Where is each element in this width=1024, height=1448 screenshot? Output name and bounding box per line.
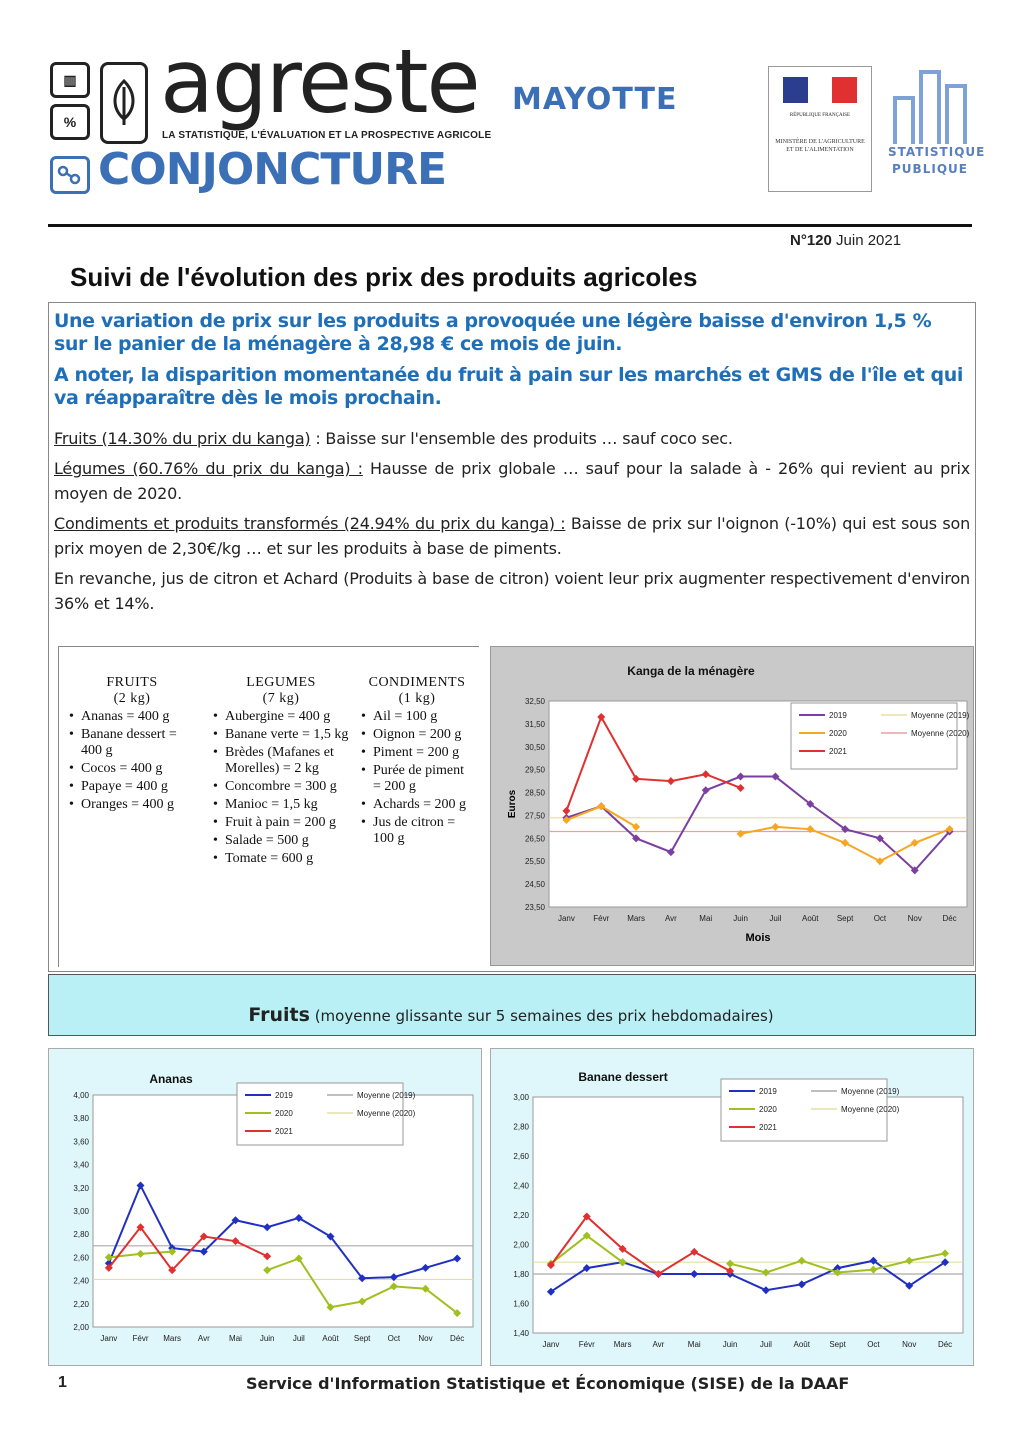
x-tick-label: Mars bbox=[613, 1340, 632, 1349]
ministry-logo bbox=[768, 66, 872, 192]
body-text: Fruits (14.30% du prix du kanga) : Baisse sur l'ensemble des produits … sauf coco sec. Légumes (60.76% du prix du kanga) : Hausse de prix globale … sauf pour la salade à - 26% qui revient au prix moyen de 2020. Condiments et produits transformés (24.94% du prix du kanga) : Baisse de prix sur l'oignon (-10%) qui est sous son prix moyen de 2,30€/kg … et sur les produits à base de piments. En revanche, jus de citron et Achard (Produits à base de citron) voient leur prix augmenter respectivement d'environ 36% et 14%. bbox=[54, 429, 971, 613]
banane-chart bbox=[491, 1049, 973, 1365]
legend-label: Moyenne (2020) bbox=[911, 729, 970, 738]
y-tick-label: 1,60 bbox=[513, 1299, 529, 1309]
legend-label: 2019 bbox=[275, 1091, 293, 1100]
bar-chart-icon: ▥ bbox=[50, 62, 90, 98]
french-flag-icon bbox=[783, 77, 857, 103]
y-tick-label: 3,00 bbox=[73, 1207, 89, 1216]
y-tick-label: 26,50 bbox=[524, 834, 545, 844]
y-tick-label: 4,00 bbox=[73, 1091, 89, 1100]
y-tick-label: 24,50 bbox=[524, 880, 545, 890]
x-tick-label: Janv bbox=[542, 1340, 560, 1349]
network-icon bbox=[50, 156, 90, 194]
y-tick-label: 2,00 bbox=[513, 1240, 529, 1250]
legend-label: 2020 bbox=[275, 1109, 293, 1118]
legend-label: 2021 bbox=[829, 747, 847, 756]
kanga-chart-panel bbox=[490, 646, 974, 966]
y-tick-label: 25,50 bbox=[524, 857, 545, 867]
x-tick-label: Sept bbox=[829, 1340, 846, 1349]
kanga-composition bbox=[58, 646, 479, 967]
x-tick-label: Nov bbox=[902, 1340, 917, 1349]
page-number: 1 bbox=[58, 1374, 67, 1391]
chart-title: Kanga de la ménagère bbox=[627, 664, 755, 678]
x-tick-label: Oct bbox=[873, 914, 887, 923]
kanga-item: • Ail = 100 g bbox=[373, 709, 475, 725]
y-tick-label: 2,60 bbox=[513, 1152, 529, 1161]
x-tick-label: Juin bbox=[722, 1340, 738, 1349]
kanga-condiments: CONDIMENTS (1 kg) • Ail = 100 g • Oignon = 200 g • Piment = 200 g • Purée de piment = 200 g • Achards = 200 g • Jus de citron = 100 g bbox=[359, 675, 475, 849]
x-tick-label: Mars bbox=[627, 914, 645, 923]
kanga-item: • Purée de piment = 200 g bbox=[373, 763, 475, 795]
legend-label: Moyenne (2020) bbox=[357, 1109, 416, 1118]
x-tick-label: Nov bbox=[907, 914, 922, 923]
buildings-icon bbox=[888, 66, 972, 144]
y-tick-label: 30,50 bbox=[524, 742, 545, 752]
legend-label: 2020 bbox=[829, 729, 847, 738]
kanga-item: • Tomate = 600 g bbox=[225, 851, 351, 867]
legend-label: 2019 bbox=[829, 711, 847, 720]
x-tick-label: Févr bbox=[132, 1334, 149, 1343]
legend-label: Moyenne (2020) bbox=[841, 1105, 900, 1114]
footer-text: Service d'Information Statistique et Économique (SISE) de la DAAF bbox=[246, 1374, 850, 1393]
x-tick-label: Sept bbox=[353, 1334, 371, 1343]
percent-icon: % bbox=[50, 104, 90, 140]
kanga-item: • Achards = 200 g bbox=[373, 797, 475, 813]
x-tick-label: Déc bbox=[942, 914, 957, 923]
chart-title: Ananas bbox=[149, 1072, 193, 1086]
legend-label: 2021 bbox=[275, 1127, 293, 1136]
y-tick-label: 27,50 bbox=[524, 811, 545, 821]
fruits-section-title: Fruits (moyenne glissante sur 5 semaines des prix hebdomadaires) bbox=[248, 1004, 774, 1026]
x-tick-label: Juil bbox=[769, 914, 782, 923]
y-tick-label: 2,80 bbox=[73, 1230, 89, 1240]
x-tick-label: Oct bbox=[387, 1334, 401, 1343]
kanga-item: • Fruit à pain = 200 g bbox=[225, 815, 351, 831]
kanga-item: • Salade = 500 g bbox=[225, 833, 351, 849]
x-tick-label: Mars bbox=[163, 1334, 182, 1343]
kanga-chart bbox=[491, 647, 973, 965]
y-tick-label: 2,20 bbox=[73, 1299, 89, 1309]
x-tick-label: Sept bbox=[836, 914, 854, 923]
x-tick-label: Mai bbox=[687, 1340, 701, 1349]
y-tick-label: 32,50 bbox=[524, 697, 545, 706]
y-tick-label: 2,40 bbox=[513, 1181, 529, 1191]
y-tick-label: 3,40 bbox=[73, 1160, 89, 1170]
x-tick-label: Juin bbox=[259, 1334, 275, 1343]
x-tick-label: Févr bbox=[578, 1340, 595, 1349]
y-tick-label: 1,80 bbox=[513, 1270, 529, 1279]
lead-text: Une variation de prix sur les produits a provoquée une légère baisse d'environ 1,5 % sur le panier de la ménagère à 28,98 € ce mois de juin. A noter, la disparition momentanée du fruit à pain sur les marchés et GMS de l'île et qui va réapparaître dès le mois prochain. bbox=[54, 310, 963, 409]
republic-text: RÉPUBLIQUE FRANÇAISE bbox=[789, 113, 851, 118]
kanga-item: • Piment = 200 g bbox=[373, 745, 475, 761]
legend-label: Moyenne (2019) bbox=[357, 1091, 416, 1100]
ananas-chart-panel bbox=[48, 1048, 482, 1366]
y-tick-label: 3,80 bbox=[73, 1114, 89, 1124]
legend-label: 2020 bbox=[759, 1105, 777, 1114]
x-tick-label: Août bbox=[793, 1340, 810, 1349]
y-tick-label: 2,60 bbox=[73, 1253, 89, 1263]
x-tick-label: Déc bbox=[450, 1334, 465, 1343]
header-rule bbox=[48, 224, 972, 227]
legend-label: Moyenne (2019) bbox=[911, 711, 970, 720]
x-tick-label: Juil bbox=[292, 1334, 305, 1343]
x-tick-label: Avr bbox=[664, 914, 677, 923]
y-tick-label: 23,50 bbox=[524, 903, 545, 912]
x-tick-label: Févr bbox=[593, 914, 610, 923]
chart-title: Banane dessert bbox=[578, 1070, 668, 1084]
y-tick-label: 28,50 bbox=[524, 788, 545, 798]
kanga-item: • Concombre = 300 g bbox=[225, 779, 351, 795]
x-axis-label: Mois bbox=[745, 932, 771, 944]
kanga-item: • Oignon = 200 g bbox=[373, 727, 475, 743]
ananas-chart bbox=[49, 1049, 481, 1365]
x-tick-label: Janv bbox=[557, 914, 575, 923]
logo-icons bbox=[50, 62, 92, 146]
x-tick-label: Nov bbox=[418, 1334, 433, 1343]
brand-tagline: LA STATISTIQUE, L'ÉVALUATION ET LA PROSPECTIVE AGRICOLE bbox=[162, 130, 492, 141]
y-tick-label: 3,60 bbox=[73, 1137, 89, 1147]
y-tick-label: 3,20 bbox=[73, 1183, 89, 1193]
y-axis-label: Euros bbox=[507, 789, 518, 819]
legend-label: 2019 bbox=[759, 1087, 777, 1096]
kanga-item: • Brèdes (Mafanes et Morelles) = 2 kg bbox=[225, 745, 351, 777]
y-tick-label: 2,80 bbox=[513, 1122, 529, 1132]
kanga-fruits: FRUITS (2 kg) • Ananas = 400 g • Banane dessert = 400 g • Cocos = 400 g • Papaye = 400 g • Oranges = 400 g bbox=[67, 675, 197, 815]
x-tick-label: Mai bbox=[229, 1334, 242, 1343]
y-tick-label: 31,50 bbox=[524, 719, 545, 729]
ministry-text: MINISTÈRE DE L'AGRICULTURE ET DE L'ALIMENTATION bbox=[775, 139, 865, 153]
region-label: MAYOTTE bbox=[512, 82, 678, 117]
y-tick-label: 29,50 bbox=[524, 765, 545, 775]
statistique-publique-logo: STATISTIQUE PUBLIQUE bbox=[888, 66, 972, 178]
x-tick-label: Mai bbox=[699, 914, 713, 923]
y-tick-label: 2,00 bbox=[73, 1323, 89, 1332]
x-tick-label: Oct bbox=[867, 1340, 880, 1349]
y-tick-label: 2,20 bbox=[513, 1211, 529, 1220]
x-tick-label: Janv bbox=[100, 1334, 118, 1343]
x-tick-label: Déc bbox=[937, 1340, 953, 1349]
kanga-item: • Papaye = 400 g bbox=[81, 779, 197, 795]
issue-info: N°120 Juin 2021 bbox=[790, 232, 902, 249]
kanga-item: • Manioc = 1,5 kg bbox=[225, 797, 351, 813]
x-tick-label: Avr bbox=[652, 1340, 665, 1349]
leaf-icon bbox=[100, 62, 148, 144]
kanga-item: • Aubergine = 400 g bbox=[225, 709, 351, 725]
x-tick-label: Août bbox=[802, 914, 819, 923]
kanga-item: • Banane dessert = 400 g bbox=[81, 727, 197, 759]
x-tick-label: Juin bbox=[733, 914, 748, 923]
kanga-item: • Jus de citron = 100 g bbox=[373, 815, 475, 847]
series-title: CONJONCTURE bbox=[98, 144, 447, 195]
x-tick-label: Juil bbox=[759, 1340, 772, 1349]
banane-chart-panel bbox=[490, 1048, 974, 1366]
page-title: Suivi de l'évolution des prix des produits agricoles bbox=[70, 262, 698, 292]
x-tick-label: Août bbox=[322, 1334, 339, 1343]
brand-logo: agreste bbox=[160, 30, 479, 133]
x-tick-label: Avr bbox=[197, 1334, 210, 1343]
kanga-item: • Banane verte = 1,5 kg bbox=[225, 727, 351, 743]
y-tick-label: 3,00 bbox=[513, 1093, 529, 1102]
y-tick-label: 1,40 bbox=[513, 1329, 529, 1338]
kanga-item: • Ananas = 400 g bbox=[81, 709, 197, 725]
kanga-legumes: LEGUMES (7 kg) • Aubergine = 400 g • Banane verte = 1,5 kg • Brèdes (Mafanes et Morelles) = 2 kg • Concombre = 300 g • Manioc = 1,5 kg • Fruit à pain = 200 g • Salade = 500 g • Tomate = 600 g bbox=[211, 675, 351, 869]
legend-label: 2021 bbox=[759, 1123, 777, 1132]
y-tick-label: 2,40 bbox=[73, 1276, 89, 1286]
kanga-item: • Cocos = 400 g bbox=[81, 761, 197, 777]
kanga-item: • Oranges = 400 g bbox=[81, 797, 197, 813]
legend-label: Moyenne (2019) bbox=[841, 1087, 900, 1096]
